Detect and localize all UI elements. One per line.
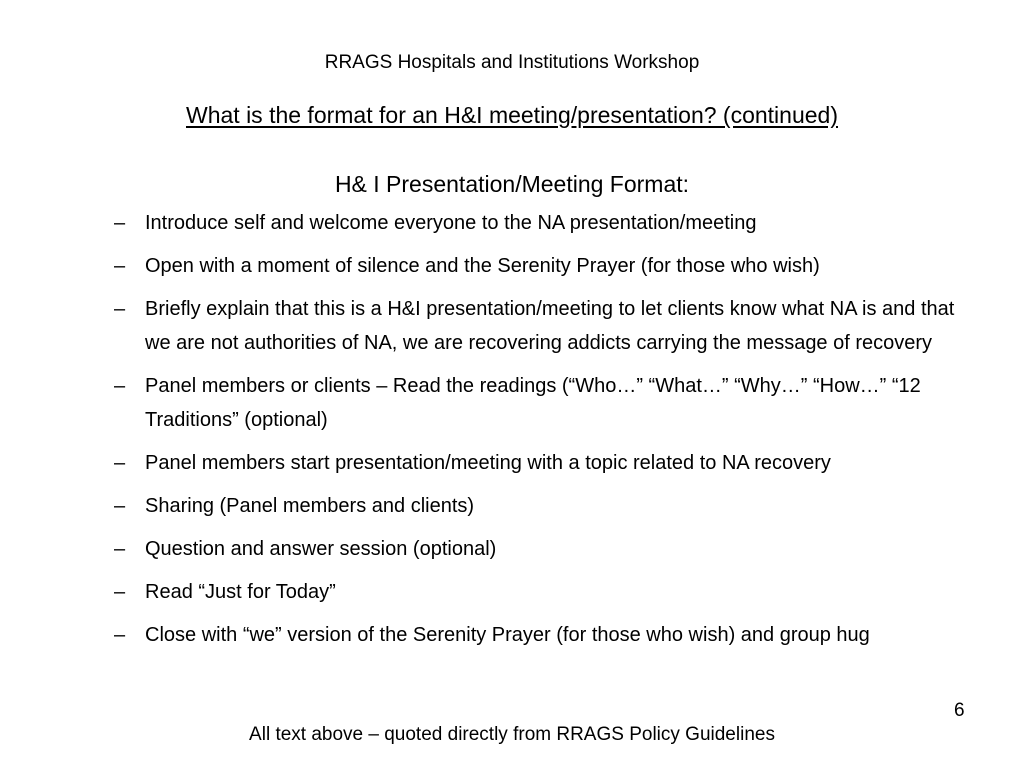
list-item (114, 618, 974, 652)
list-item-text: Panel members or clients – Read the readings (“Who…” “What…” “Why…” “How…” “12 Traditions” (optional) (145, 375, 921, 431)
format-list (114, 206, 974, 661)
list-item-text: Panel members start presentation/meeting with a topic related to NA recovery (145, 452, 831, 474)
list-item-text: Briefly explain that this is a H&I presentation/meeting to let clients know what NA is and that we are not authorities of NA, we are recovering addicts carrying the message of recovery (145, 298, 955, 354)
list-item-text: Read “Just for Today” (145, 581, 336, 603)
slide-header: RRAGS Hospitals and Institutions Workshop (324, 52, 700, 73)
list-item (114, 292, 974, 360)
slide-title: What is the format for an H&I meeting/presentation? (continued) (186, 102, 838, 128)
list-item-text: Sharing (Panel members and clients) (145, 495, 475, 517)
bullet-dash: – (114, 212, 126, 234)
slide-footer: All text above – quoted directly from RRAGS Policy Guidelines (249, 724, 775, 745)
bullet-dash: – (114, 624, 126, 646)
list-item (114, 206, 974, 240)
list-item (114, 249, 974, 283)
list-item (114, 369, 974, 437)
bullet-dash: – (114, 452, 126, 474)
list-item-text: Open with a moment of silence and the Serenity Prayer (for those who wish) (145, 255, 820, 277)
bullet-dash: – (114, 255, 126, 277)
list-item (114, 446, 974, 480)
list-item (114, 575, 974, 609)
bullet-dash: – (114, 375, 126, 397)
bullet-dash: – (114, 298, 126, 320)
slide-subtitle: H& I Presentation/Meeting Format: (334, 171, 690, 197)
list-item (114, 489, 974, 523)
list-item-text: Close with “we” version of the Serenity Prayer (for those who wish) and group hug (145, 624, 870, 646)
bullet-dash: – (114, 538, 126, 560)
list-item (114, 532, 974, 566)
page-number: 6 (954, 700, 965, 721)
bullet-dash: – (114, 495, 126, 517)
list-item-text: Introduce self and welcome everyone to the NA presentation/meeting (145, 212, 757, 234)
bullet-dash: – (114, 581, 126, 603)
list-item-text: Question and answer session (optional) (145, 538, 497, 560)
